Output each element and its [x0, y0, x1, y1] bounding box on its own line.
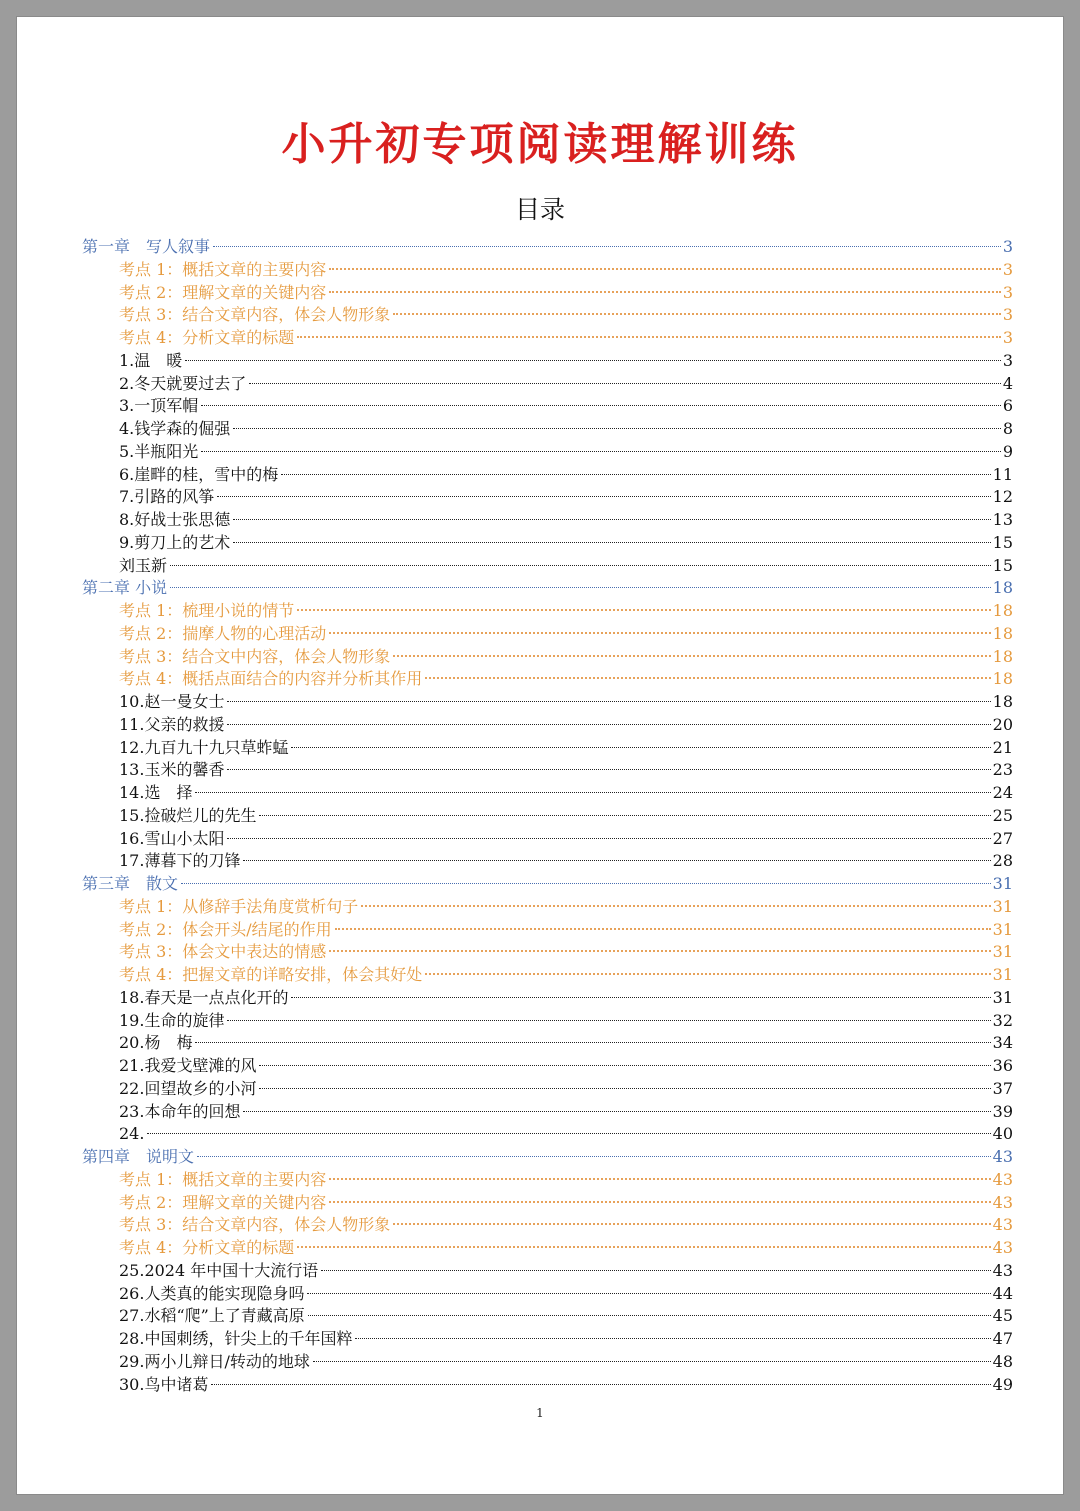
toc-entry-title: 20.杨 梅: [119, 1033, 193, 1053]
toc-entry-title: 考点 1：概括文章的主要内容: [119, 1169, 327, 1189]
toc-entry-title: 23.本命年的回想: [119, 1101, 241, 1121]
toc-entry-title: 考点 3：结合文章内容，体会人物形象: [119, 1215, 391, 1235]
toc-leader-dots: [393, 1222, 990, 1225]
toc-entry-title: 17.薄暮下的刀锋: [119, 851, 241, 871]
toc-entry-title: 考点 1：梳理小说的情节: [119, 601, 295, 620]
toc-heading: 目录: [514, 195, 565, 224]
toc-entry-page: 4: [1002, 373, 1013, 393]
toc-entry-page: 49: [992, 1374, 1013, 1394]
toc-leader-dots: [329, 949, 990, 952]
toc-article-entry[interactable]: [119, 759, 1013, 781]
toc-article-entry[interactable]: [119, 828, 1013, 850]
toc-point-entry[interactable]: [119, 964, 1013, 986]
toc-entry-title: 30.鸟中诸葛: [119, 1374, 209, 1394]
toc-entry-page: 31: [992, 919, 1013, 939]
toc-article-entry[interactable]: [119, 509, 1013, 531]
toc-entry-title: 16.雪山小太阳: [119, 828, 225, 848]
toc-article-entry[interactable]: [119, 418, 1013, 440]
toc-entry-page: 15: [992, 555, 1013, 575]
toc-leader-dots: [185, 359, 1001, 361]
toc-entry-title: 15.捡破烂儿的先生: [119, 805, 257, 825]
toc-point-entry[interactable]: [119, 1237, 1013, 1259]
toc-leader-dots: [259, 1087, 990, 1089]
toc-entry-page: 43: [992, 1147, 1013, 1166]
toc-leader-dots: [170, 586, 991, 588]
toc-entry-title: 第四章 说明文: [82, 1147, 195, 1166]
toc-entry-title: 24.: [119, 1124, 145, 1144]
toc-article-entry[interactable]: [119, 850, 1013, 872]
toc-entry-page: 23: [992, 760, 1013, 780]
toc-entry-page: 6: [1002, 396, 1013, 416]
toc-point-entry[interactable]: [119, 600, 1013, 622]
toc-entry-page: 28: [992, 851, 1013, 871]
toc-entry-title: 28.中国刺绣，针尖上的千年国粹: [119, 1329, 353, 1348]
toc-article-entry[interactable]: [119, 1078, 1013, 1100]
toc-entry-title: 考点 4：把握文章的详略安排，体会其好处: [119, 965, 423, 984]
toc-point-entry[interactable]: [119, 668, 1013, 690]
toc-leader-dots: [243, 859, 990, 861]
toc-entry-page: 3: [1002, 237, 1013, 256]
toc-leader-dots: [355, 1337, 990, 1339]
toc-entry-title: 18.春天是一点点化开的: [119, 987, 289, 1007]
toc-leader-dots: [197, 1155, 991, 1157]
toc-entry-page: 20: [992, 714, 1013, 734]
toc-entry-title: 2.冬天就要过去了: [119, 373, 247, 393]
toc-entry-title: 考点 3：结合文中内容，体会人物形象: [119, 646, 391, 666]
toc-article-entry[interactable]: [119, 464, 1013, 486]
toc-leader-dots: [233, 427, 1001, 429]
toc-entry-page: 43: [992, 1215, 1013, 1235]
toc-entry-title: 13.玉米的馨香: [119, 760, 225, 780]
toc-leader-dots: [233, 518, 990, 520]
toc-entry-title: 第三章 散文: [82, 874, 179, 893]
toc-point-entry[interactable]: [119, 941, 1013, 963]
toc-entry-page: 31: [992, 965, 1013, 984]
toc-entry-page: 39: [992, 1101, 1013, 1121]
toc-leader-dots: [329, 290, 1001, 293]
toc-entry-title: 第一章 写人叙事: [82, 237, 211, 256]
toc-entry-title: 考点 2：理解文章的关键内容: [119, 1192, 327, 1212]
toc-point-entry[interactable]: [119, 623, 1013, 645]
toc-point-entry[interactable]: [119, 1214, 1013, 1236]
toc-point-entry[interactable]: [119, 896, 1013, 918]
toc-leader-dots: [227, 700, 990, 702]
toc-entry-title: 10.赵一曼女士: [119, 692, 225, 711]
toc-leader-dots: [243, 1110, 990, 1112]
toc-entry-page: 18: [992, 669, 1013, 689]
toc-leader-dots: [147, 1132, 990, 1134]
toc-entry-page: 3: [1002, 259, 1013, 279]
toc-entry-page: 34: [992, 1033, 1013, 1053]
toc-entry-page: 12: [992, 487, 1013, 507]
toc-article-entry[interactable]: [119, 1032, 1013, 1054]
toc-article-entry[interactable]: [119, 1305, 1013, 1327]
toc-leader-dots: [227, 723, 990, 725]
toc-chapter-entry[interactable]: [82, 873, 1013, 895]
toc-entry-page: 40: [992, 1124, 1013, 1144]
toc-entry-title: 考点 1：概括文章的主要内容: [119, 259, 327, 279]
toc-leader-dots: [291, 996, 990, 998]
toc-article-entry[interactable]: [119, 532, 1013, 554]
toc-entry-title: 考点 4：分析文章的标题: [119, 328, 295, 347]
toc-leader-dots: [425, 676, 990, 679]
toc-entry-page: 43: [992, 1260, 1013, 1280]
toc-leader-dots: [281, 473, 990, 475]
toc-leader-dots: [233, 541, 990, 543]
toc-article-entry[interactable]: [119, 1328, 1013, 1350]
toc-entry-page: 18: [992, 601, 1013, 620]
toc-entry-title: 9.剪刀上的艺术: [119, 532, 231, 552]
toc-article-entry[interactable]: [119, 1123, 1013, 1145]
toc-entry-page: 43: [992, 1238, 1013, 1257]
toc-article-entry[interactable]: [119, 737, 1013, 759]
toc-leader-dots: [393, 312, 1001, 315]
toc-entry-page: 21: [992, 737, 1013, 757]
toc-article-entry[interactable]: [119, 395, 1013, 417]
toc-point-entry[interactable]: [119, 327, 1013, 349]
toc-entry-title: 19.生命的旋律: [119, 1010, 225, 1030]
toc-point-entry[interactable]: [119, 259, 1013, 281]
toc-point-entry[interactable]: [119, 282, 1013, 304]
toc-point-entry[interactable]: [119, 1169, 1013, 1191]
toc-entry-page: 3: [1002, 305, 1013, 325]
toc-entry-title: 25.2024 年中国十大流行语: [119, 1260, 319, 1280]
toc-entry-page: 3: [1002, 282, 1013, 302]
toc-article-entry[interactable]: [119, 555, 1013, 577]
toc-entry-title: 考点 4：分析文章的标题: [119, 1238, 295, 1257]
toc-entry-page: 8: [1002, 419, 1013, 438]
toc-leader-dots: [170, 564, 991, 566]
toc-leader-dots: [329, 1200, 990, 1203]
toc-entry-page: 45: [992, 1306, 1013, 1326]
toc-entry-page: 47: [992, 1329, 1013, 1348]
toc-leader-dots: [297, 1245, 990, 1248]
toc-entry-page: 18: [992, 646, 1013, 666]
toc-entry-title: 27.水稻“爬”上了青藏高原: [119, 1306, 305, 1326]
toc-entry-title: 6.崖畔的桂，雪中的梅: [119, 464, 279, 484]
toc-leader-dots: [329, 631, 990, 634]
toc-entry-page: 15: [992, 532, 1013, 552]
toc-entry-page: 18: [992, 692, 1013, 711]
toc-point-entry[interactable]: [119, 646, 1013, 668]
toc-entry-title: 考点 3：体会文中表达的情感: [119, 942, 327, 962]
toc-entry-title: 29.两小儿辩日/转动的地球: [119, 1351, 310, 1371]
toc-entry-page: 25: [992, 805, 1013, 825]
document-page: [16, 16, 1064, 1495]
toc-leader-dots: [249, 382, 1001, 384]
toc-leader-dots: [201, 450, 1001, 452]
toc-point-entry[interactable]: [119, 1192, 1013, 1214]
toc-entry-title: 5.半瓶阳光: [119, 441, 199, 461]
toc-leader-dots: [291, 746, 990, 748]
page-number: 1: [536, 1406, 544, 1420]
toc-entry-page: 31: [992, 874, 1013, 893]
toc-leader-dots: [329, 1177, 990, 1180]
toc-entry-page: 31: [992, 942, 1013, 962]
toc-entry-page: 18: [992, 578, 1013, 598]
toc-article-entry[interactable]: [119, 1055, 1013, 1077]
toc-entry-page: 37: [992, 1078, 1013, 1098]
document-title: 小升初专项阅读理解训练: [281, 119, 799, 170]
toc-entry-title: 3.一顶军帽: [119, 396, 199, 416]
toc-entry-page: 44: [992, 1283, 1013, 1303]
toc-entry-title: 1.温 暖: [119, 350, 183, 370]
toc-leader-dots: [181, 882, 991, 884]
toc-entry-page: 43: [992, 1169, 1013, 1189]
toc-article-entry[interactable]: [119, 987, 1013, 1009]
toc-point-entry[interactable]: [119, 304, 1013, 326]
toc-article-entry[interactable]: [119, 350, 1013, 372]
toc-leader-dots: [313, 1360, 991, 1362]
toc-leader-dots: [425, 972, 990, 975]
toc-leader-dots: [259, 1064, 990, 1066]
toc-entry-page: 32: [992, 1010, 1013, 1030]
toc-entry-page: 48: [992, 1351, 1013, 1371]
toc-chapter-entry[interactable]: [82, 577, 1013, 599]
toc-entry-title: 考点 2：理解文章的关键内容: [119, 282, 327, 302]
toc-leader-dots: [297, 608, 990, 611]
toc-leader-dots: [217, 495, 990, 497]
toc-entry-title: 26.人类真的能实现隐身吗: [119, 1283, 305, 1303]
toc-entry-page: 3: [1002, 350, 1013, 370]
toc-entry-page: 3: [1002, 328, 1013, 347]
toc-leader-dots: [393, 654, 990, 657]
toc-entry-title: 14.选 择: [119, 783, 193, 802]
toc-chapter-entry[interactable]: [82, 1146, 1013, 1168]
toc-leader-dots: [227, 768, 990, 770]
toc-entry-title: 刘玉新: [119, 555, 168, 575]
toc-leader-dots: [329, 267, 1001, 270]
toc-entry-title: 考点 3：结合文章内容，体会人物形象: [119, 305, 391, 325]
toc-leader-dots: [227, 837, 990, 839]
toc-article-entry[interactable]: [119, 1351, 1013, 1373]
toc-entry-page: 18: [992, 623, 1013, 643]
toc-article-entry[interactable]: [119, 714, 1013, 736]
toc-leader-dots: [308, 1314, 991, 1316]
toc-entry-title: 8.好战士张思德: [119, 510, 231, 529]
toc-leader-dots: [307, 1292, 990, 1294]
toc-entry-title: 11.父亲的救援: [119, 714, 225, 734]
toc-leader-dots: [227, 1019, 990, 1021]
toc-article-entry[interactable]: [119, 805, 1013, 827]
toc-leader-dots: [321, 1269, 990, 1271]
toc-entry-title: 22.回望故乡的小河: [119, 1078, 257, 1098]
toc-leader-dots: [259, 814, 990, 816]
toc-leader-dots: [195, 1041, 990, 1043]
toc-leader-dots: [211, 1383, 990, 1385]
toc-entry-page: 31: [992, 987, 1013, 1007]
toc-leader-dots: [361, 904, 990, 907]
toc-article-entry[interactable]: [119, 373, 1013, 395]
toc-entry-title: 12.九百九十九只草蚱蜢: [119, 737, 289, 757]
toc-article-entry[interactable]: [119, 441, 1013, 463]
toc-entry-page: 36: [992, 1056, 1013, 1075]
toc-entry-title: 21.我爱戈壁滩的风: [119, 1056, 257, 1075]
toc-entry-page: 31: [992, 896, 1013, 916]
toc-entry-page: 27: [992, 828, 1013, 848]
toc-point-entry[interactable]: [119, 919, 1013, 941]
toc-entry-title: 第二章 小说: [82, 578, 168, 598]
toc-entry-title: 考点 2：揣摩人物的心理活动: [119, 623, 327, 643]
toc-leader-dots: [195, 791, 990, 793]
toc-article-entry[interactable]: [119, 486, 1013, 508]
toc-article-entry[interactable]: [119, 1010, 1013, 1032]
toc-entry-page: 24: [992, 783, 1013, 802]
toc-article-entry[interactable]: [119, 1260, 1013, 1282]
toc-entry-title: 考点 2：体会开头/结尾的作用: [119, 919, 332, 939]
toc-article-entry[interactable]: [119, 1374, 1013, 1396]
toc-entry-title: 考点 1：从修辞手法角度赏析句子: [119, 896, 359, 916]
toc-entry-page: 9: [1002, 441, 1013, 461]
toc-entry-page: 11: [992, 464, 1013, 484]
toc-article-entry[interactable]: [119, 1101, 1013, 1123]
toc-chapter-entry[interactable]: [82, 236, 1013, 258]
toc-entry-title: 考点 4：概括点面结合的内容并分析其作用: [119, 669, 423, 689]
toc-article-entry[interactable]: [119, 691, 1013, 713]
toc-article-entry[interactable]: [119, 1283, 1013, 1305]
toc-leader-dots: [201, 404, 1001, 406]
toc-leader-dots: [335, 927, 991, 930]
toc-leader-dots: [213, 245, 1001, 247]
toc-article-entry[interactable]: [119, 782, 1013, 804]
toc-entry-page: 13: [992, 510, 1013, 529]
toc-leader-dots: [297, 335, 1001, 338]
toc-entry-title: 7.引路的风筝: [119, 487, 215, 507]
toc-entry-title: 4.钱学森的倔强: [119, 419, 231, 438]
toc-entry-page: 43: [992, 1192, 1013, 1212]
